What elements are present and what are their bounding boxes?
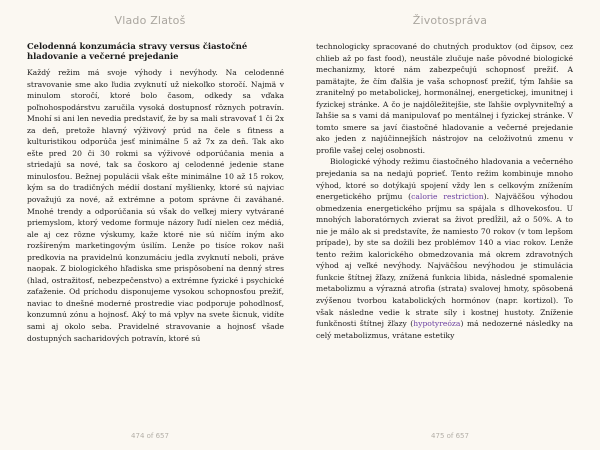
right-page-header: Životospráva bbox=[412, 14, 488, 27]
left-page-number: 474 of 657 bbox=[131, 432, 169, 440]
right-page-number: 475 of 657 bbox=[431, 432, 469, 440]
section-heading: Celodenná konzumácia stravy versus čiastočné hladovanie a večerné prejedanie bbox=[27, 41, 248, 61]
calorie-restriction-link[interactable]: calorie restriction bbox=[411, 192, 484, 202]
left-paragraph: Každý režim má svoje výhody i nevýhody. Na celodenné stravovanie sme ako ľudia zvyknutí už niekoľko storočí. Najmä v minulom storočí, ktoré bolo časom, odkedy sa vďaka poľnohospodárstvu zaručila vysoká dostupnosť rôznych potravín. Mnohí si ani len nevedia predstaviť, že by sa mali stravovať 1 či 2x za deň, pretože hlavný výživový prúd na čele s fitness a kulturistikou odporúča jesť minimálne 5 až 7x za deň. Tak ako ešte pred 20 či 30 rokmi sa výživové odporúčania menia a striedajú sa nové, tak sa čoskoro aj celodenné jedenie stane minulosťou. Bežnej populácii však ešte minimálne 10 až 15 rokov, kým sa do tradičných médií dostaní myšlienky, ktoré sú najviac považujú za nové, až extrémne a potom správne či zaváhané. Mnohé trendy a odporúčania sú však do veľkej miery vytvárané priemyslom, ktorý vedome formuje názory ľudí nielen cez médiá, ale aj cez rôzne výskumy, kaže ktoré nie sú ničím iným ako rozšíreným marketingovým úsilím. Lenže po tisíce rokov naši predkovia na pravidelnú konzumáciu jedla zvyknutí neboli, práve naopak. Z biologického hľadiska sme prispôsobení na denný stres (hlad, ostražitosť, nebezpečenstvo) a extrémne fyzické i psychické zaťaženie. Od príchodu disponujeme vysokou schopnosťou prežiť, naviac to dnešné moderné prostredie viac podporuje pohodlnosť, konzumnú zónu a hojnosť. Aký to má vplyv na svete šicnuk, vidíte sami aj okolo seba. Pravidelné stravovanie a hojnosť všade dostupných sacharidových potravín, ktoré sú bbox=[27, 68, 284, 343]
left-page-header: Vlado Zlatoš bbox=[114, 14, 186, 27]
right-paragraph-1: technologicky spracované do chutných produktov (od čipsov, cez chlieb až po fast food), neustále zlučuje naše pôvodné biologické mechanizmy, ktoré nám zabezpečujú schopnosť prežiť. A pamätajte, že čím ďalšia je vaša schopnosť prežiť, tým ľahšie sa zranitelný po metabolickej, hormonálnej, energetickej, imunitnej i fyzickej stránke. A čo je najdôležitejšie, ste ľahšie ovplyvniteľný a ľahšie sa s vami dá manipulovať po mentálnej i fyzickej stránke. V tomto smere sa javí čiastočné hladovanie a večerné prejedanie ako jeden z najúčinnejších nástrojov na celoživotnú zmenu v profile vašej celej osobnosti. bbox=[316, 42, 573, 155]
right-page-content bbox=[316, 41, 573, 341]
paragraph-text: Biologické výhody režimu čiastočného hladovania a večerného prejedania sa na nedajú poprieť. Tento režim kombinuje mnoho výhod, ktoré so dotýkajú spojení vždy len s celkovým znížením energetického príjmu ( bbox=[316, 157, 573, 202]
right-paragraph-2 bbox=[316, 156, 573, 341]
paragraph-text: ) má nedozerné následky na celý metabolizmus, vrátane estetiky bbox=[316, 319, 573, 340]
right-page[interactable] bbox=[300, 0, 600, 450]
hypotyreoza-link[interactable]: hypotyreóza bbox=[413, 319, 461, 329]
paragraph-text: ). Najväčšou výhodou obmedzenia energetického príjmu sa spájala s dlhovekosťou. U mnohých laboratórnych zvierat sa život predĺžil, až o 50%. A to nie je málo ak si predstavíte, že namiesto 70 rokov (v tom lepšom prípade), by ste sa dožili bez problémov 140 a viac rokov. Lenže tento režim kalorického obmedzovania má okrem zdravotných výhod aj veľké nevýhody. Najväčšou nevýhodou je stimulácia funkcie štítnej žľazy, znížená funkcia libida, následné spomalenie metabolizmu a výrazná atrofia (strata) svalovej hmoty, spôsobená zvýšenou tvorbou katabolických hormónov (napr. kortizol). To však následne vedie k strate síly i kostnej hustoty. Zníženie funkčnosti štítnej žľazy ( bbox=[316, 192, 574, 329]
left-page-content bbox=[27, 41, 284, 344]
